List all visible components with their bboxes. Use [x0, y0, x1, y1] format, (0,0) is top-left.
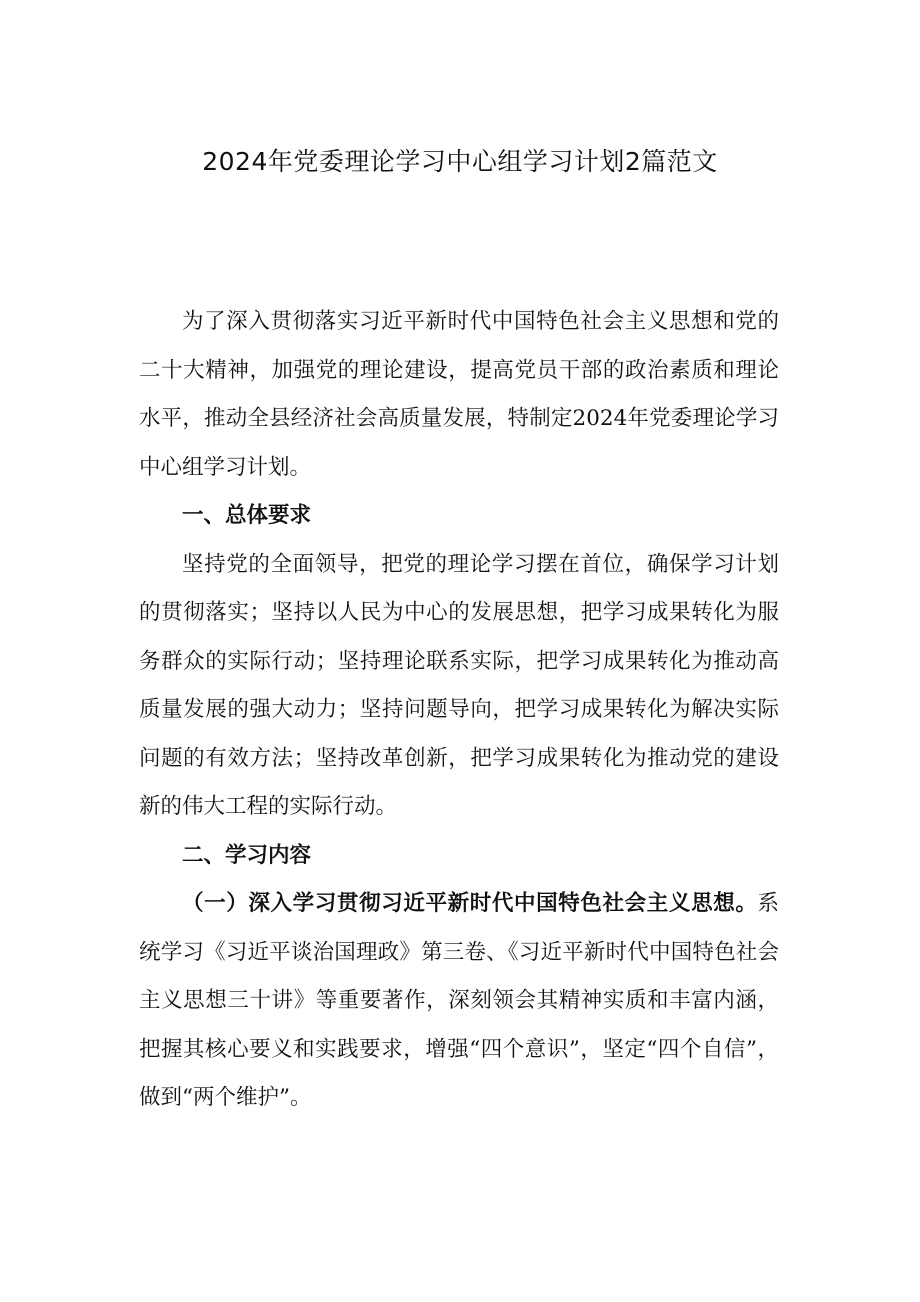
- general-requirements-paragraph: 坚持党的全面领导，把党的理论学习摆在首位，确保学习计划的贯彻落实；坚持以人民为中心的发展思想，把学习成果转化为服务群众的实际行动；坚持理论联系实际，把学习成果转化为推动高质量发展的强大动力；坚持问题导向，把学习成果转化为解决实际问题的有效方法；坚持改革创新，把学习成果转化为推动党的建设新的伟大工程的实际行动。: [139, 551, 779, 819]
- study-content-item-1-body: 系统学习《习近平谈治国理政》第三卷、《习近平新时代中国特色社会主义思想三十讲》等重要著作，深刻领会其精神实质和丰富内涵，把握其核心要义和实践要求，增强“四个意识”，坚定“四个自信”，做到“两个维护”。: [139, 891, 779, 1110]
- document-title: 2024年党委理论学习中心组学习计划2篇范文: [202, 147, 718, 176]
- intro-paragraph: 为了深入贯彻落实习近平新时代中国特色社会主义思想和党的二十大精神，加强党的理论建设，提高党员干部的政治素质和理论水平，推动全县经济社会高质量发展，特制定2024年党委理论学习中心组学习计划。: [139, 309, 779, 480]
- document-body: [139, 298, 779, 1123]
- section-heading-study-content: 二、学习内容: [182, 842, 312, 868]
- study-content-item-1-lead: （一）深入学习贯彻习近平新时代中国特色社会主义思想。: [182, 891, 758, 916]
- section-heading-general-requirements: 一、总体要求: [182, 503, 312, 528]
- study-content-item-1: [139, 880, 779, 1123]
